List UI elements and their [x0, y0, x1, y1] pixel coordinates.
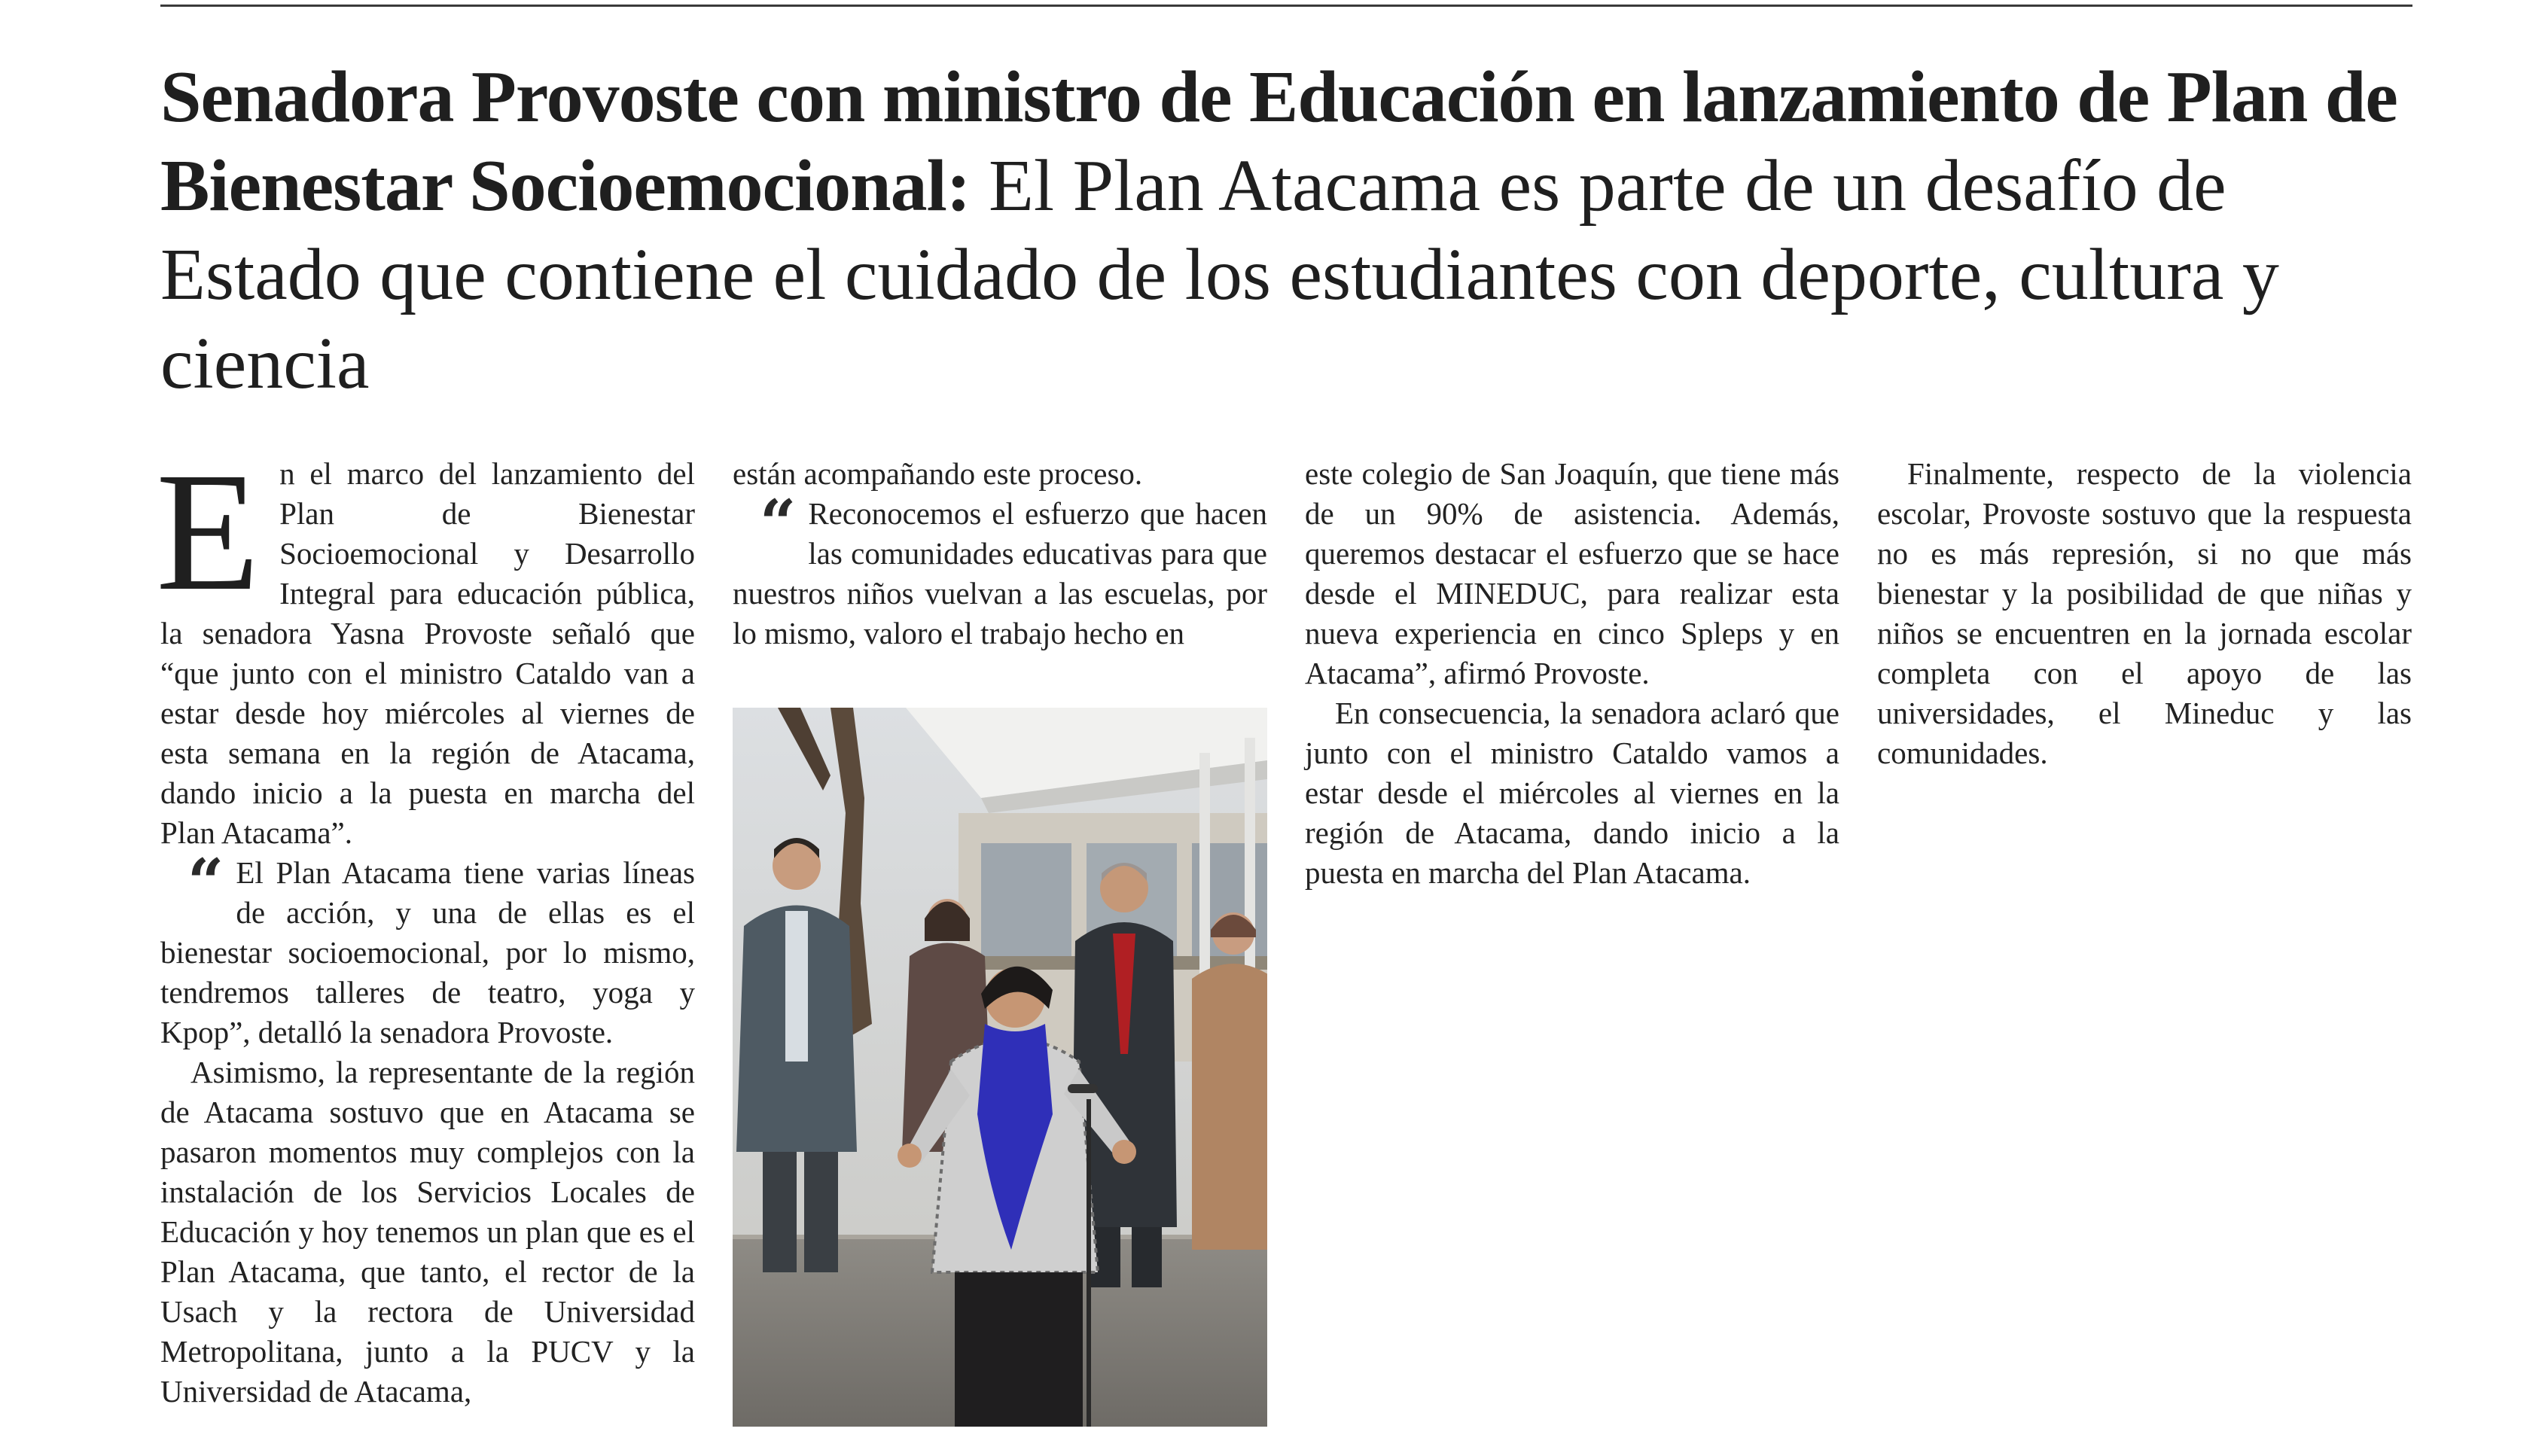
- article-column-1: [156, 437, 695, 1412]
- photo-illustration: [733, 708, 1267, 1427]
- top-rule: [160, 5, 2412, 7]
- headline-lead: Senadora Provoste con ministro de Educación en lanzamiento de Plan de Bienestar Socioemocional:: [160, 56, 2397, 227]
- article-paragraph-8: Finalmente, respecto de la violencia escolar, Provoste sostuvo que la respuesta no es más represión, si no que más bienestar y la posibilidad de que niñas y niños se encuentren en la jornada escolar completa con el apoyo de las universidades, el Mineduc y las comunidades.: [1877, 456, 2412, 770]
- article-column-3: [1305, 454, 1839, 893]
- headline-rest: El Plan Atacama es parte de un desafío de Estado que contiene el cuidado de los estudiantes con deporte, cultura y ciencia: [160, 145, 2279, 404]
- article-quote-2: [733, 486, 1267, 653]
- article-photo: [733, 708, 1267, 1427]
- headline: [160, 53, 2404, 408]
- article-quote-1: [160, 845, 695, 1052]
- quote-mark-icon: “: [187, 845, 224, 919]
- article-paragraph-7: En consecuencia, la senadora aclaró que junto con el ministro Cataldo vamos a estar desde el miércoles al viernes en la región de Atacama, dando inicio a la puesta en marcha del Plan Atacama.: [1305, 696, 1839, 890]
- quote-1-text: El Plan Atacama tiene varias líneas de acción, y una de ellas es el bienestar socioemocional, por lo mismo, tendremos talleres de teatro, yoga y Kpop”, detalló la senadora Provoste.: [160, 855, 695, 1049]
- article-paragraph-3: Asimismo, la representante de la región de Atacama sostuvo que en Atacama se pasaron momentos muy complejos con la instalación de los Servicios Locales de Educación y hoy tenemos un plan que es el Plan Atacama, que tanto, el rector de la Usach y la rectora de Universidad Metropolitana, junto a la PUCV y la Universidad de Atacama,: [160, 1055, 695, 1409]
- quote-2-text: Reconocemos el esfuerzo que hacen las comunidades educativas para que nuestros niños vuelvan a las escuelas, por lo mismo, valoro el trabajo hecho en: [733, 496, 1267, 650]
- article-paragraph-6: este colegio de San Joaquín, que tiene más de un 90% de asistencia. Además, queremos destacar el esfuerzo que se hace desde el MINEDUC, para realizar esta nueva experiencia en cinco Spleps y en Atacama”, afirmó Provoste.: [1305, 456, 1839, 690]
- quote-mark-icon: “: [760, 486, 797, 560]
- intro-text: n el marco del lanzamiento del Plan de Bienestar Socioemocional y Desarrollo Integral para educación pública, la senadora Yasna Provoste señaló que “que junto con el ministro Cataldo van a estar desde hoy miércoles al viernes de esta semana en la región de Atacama, dando inicio a la puesta en marcha del Plan Atacama”.: [160, 456, 695, 850]
- article-paragraph-intro: [156, 437, 695, 853]
- drop-cap: E: [156, 437, 261, 626]
- article-column-2: [733, 454, 1267, 653]
- article-paragraph-4: están acompañando este proceso.: [733, 456, 1143, 491]
- article-column-4: [1877, 454, 2412, 773]
